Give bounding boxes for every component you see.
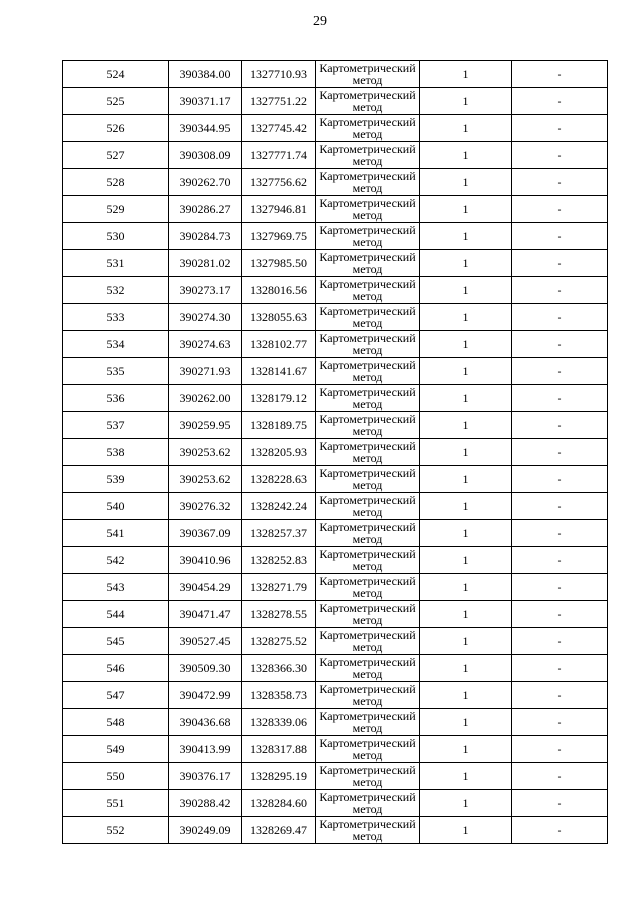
table-row	[63, 547, 608, 574]
accuracy-cell: 1	[420, 439, 512, 466]
accuracy-cell: 1	[420, 196, 512, 223]
method-cell	[316, 196, 420, 223]
y-coordinate-cell: 1328278.55	[242, 601, 316, 628]
method-cell	[316, 169, 420, 196]
method-cell	[316, 817, 420, 844]
point-number-cell: 552	[63, 817, 169, 844]
x-coordinate-cell: 390249.09	[169, 817, 242, 844]
point-number-cell: 546	[63, 655, 169, 682]
table-row	[63, 142, 608, 169]
table-row	[63, 250, 608, 277]
accuracy-cell: 1	[420, 115, 512, 142]
method-text: метод	[352, 775, 383, 789]
table-row	[63, 196, 608, 223]
x-coordinate-cell: 390527.45	[169, 628, 242, 655]
method-text: метод	[352, 478, 383, 492]
method-text: Картометрический	[319, 88, 416, 102]
method-cell	[316, 709, 420, 736]
table-row	[63, 115, 608, 142]
table-row	[63, 358, 608, 385]
method-cell	[316, 655, 420, 682]
method-cell	[316, 412, 420, 439]
x-coordinate-cell: 390344.95	[169, 115, 242, 142]
description-cell: -	[512, 493, 608, 520]
y-coordinate-cell: 1327771.74	[242, 142, 316, 169]
method-text: Картометрический	[319, 817, 416, 831]
table-row	[63, 493, 608, 520]
method-cell	[316, 520, 420, 547]
accuracy-cell: 1	[420, 736, 512, 763]
method-text: Картометрический	[319, 466, 416, 480]
y-coordinate-cell: 1327745.42	[242, 115, 316, 142]
y-coordinate-cell: 1328284.60	[242, 790, 316, 817]
accuracy-cell: 1	[420, 61, 512, 88]
method-cell	[316, 493, 420, 520]
table-row	[63, 439, 608, 466]
method-text: Картометрический	[319, 520, 416, 534]
description-cell: -	[512, 439, 608, 466]
accuracy-cell: 1	[420, 682, 512, 709]
table-row	[63, 277, 608, 304]
method-text: метод	[352, 586, 383, 600]
method-cell	[316, 574, 420, 601]
accuracy-cell: 1	[420, 304, 512, 331]
description-cell: -	[512, 520, 608, 547]
point-number-cell: 542	[63, 547, 169, 574]
method-text: метод	[352, 424, 383, 438]
point-number-cell: 532	[63, 277, 169, 304]
table-row	[63, 520, 608, 547]
method-text: Картометрический	[319, 385, 416, 399]
point-number-cell: 530	[63, 223, 169, 250]
point-number-cell: 529	[63, 196, 169, 223]
method-cell	[316, 304, 420, 331]
accuracy-cell: 1	[420, 223, 512, 250]
description-cell: -	[512, 655, 608, 682]
x-coordinate-cell: 390273.17	[169, 277, 242, 304]
y-coordinate-cell: 1328189.75	[242, 412, 316, 439]
table-row	[63, 736, 608, 763]
method-text: метод	[352, 343, 383, 357]
y-coordinate-cell: 1328179.12	[242, 385, 316, 412]
method-cell	[316, 331, 420, 358]
table-row	[63, 763, 608, 790]
method-cell	[316, 61, 420, 88]
method-text: метод	[352, 613, 383, 627]
x-coordinate-cell: 390367.09	[169, 520, 242, 547]
method-text: Картометрический	[319, 223, 416, 237]
y-coordinate-cell: 1328275.52	[242, 628, 316, 655]
accuracy-cell: 1	[420, 817, 512, 844]
method-cell	[316, 223, 420, 250]
accuracy-cell: 1	[420, 493, 512, 520]
y-coordinate-cell: 1328317.88	[242, 736, 316, 763]
method-text: Картометрический	[319, 763, 416, 777]
accuracy-cell: 1	[420, 763, 512, 790]
description-cell: -	[512, 115, 608, 142]
method-text: метод	[352, 694, 383, 708]
y-coordinate-cell: 1328102.77	[242, 331, 316, 358]
table-row	[63, 601, 608, 628]
method-text: Картометрический	[319, 196, 416, 210]
method-text: метод	[352, 289, 383, 303]
y-coordinate-cell: 1328269.47	[242, 817, 316, 844]
method-cell	[316, 547, 420, 574]
method-text: Картометрический	[319, 115, 416, 129]
method-text: Картометрический	[319, 709, 416, 723]
method-cell	[316, 682, 420, 709]
method-text: Картометрический	[319, 601, 416, 615]
y-coordinate-cell: 1327756.62	[242, 169, 316, 196]
method-cell	[316, 142, 420, 169]
method-cell	[316, 439, 420, 466]
y-coordinate-cell: 1327946.81	[242, 196, 316, 223]
table-body	[63, 61, 608, 844]
point-number-cell: 545	[63, 628, 169, 655]
point-number-cell: 525	[63, 88, 169, 115]
y-coordinate-cell: 1328055.63	[242, 304, 316, 331]
method-text: метод	[352, 451, 383, 465]
coordinates-table	[62, 60, 608, 844]
point-number-cell: 543	[63, 574, 169, 601]
method-text: метод	[352, 235, 383, 249]
y-coordinate-cell: 1327751.22	[242, 88, 316, 115]
description-cell: -	[512, 61, 608, 88]
point-number-cell: 539	[63, 466, 169, 493]
method-text: метод	[352, 208, 383, 222]
y-coordinate-cell: 1328141.67	[242, 358, 316, 385]
x-coordinate-cell: 390436.68	[169, 709, 242, 736]
point-number-cell: 541	[63, 520, 169, 547]
method-text: метод	[352, 100, 383, 114]
table-row	[63, 304, 608, 331]
accuracy-cell: 1	[420, 88, 512, 115]
table-row	[63, 412, 608, 439]
y-coordinate-cell: 1328228.63	[242, 466, 316, 493]
accuracy-cell: 1	[420, 574, 512, 601]
point-number-cell: 551	[63, 790, 169, 817]
accuracy-cell: 1	[420, 250, 512, 277]
point-number-cell: 533	[63, 304, 169, 331]
accuracy-cell: 1	[420, 790, 512, 817]
x-coordinate-cell: 390281.02	[169, 250, 242, 277]
y-coordinate-cell: 1328271.79	[242, 574, 316, 601]
table-row	[63, 628, 608, 655]
description-cell: -	[512, 358, 608, 385]
table-row	[63, 790, 608, 817]
method-cell	[316, 250, 420, 277]
accuracy-cell: 1	[420, 358, 512, 385]
method-text: Картометрический	[319, 628, 416, 642]
method-cell	[316, 790, 420, 817]
method-text: Картометрический	[319, 790, 416, 804]
method-text: Картометрический	[319, 277, 416, 291]
description-cell: -	[512, 169, 608, 196]
point-number-cell: 527	[63, 142, 169, 169]
page-number: 29	[313, 14, 327, 29]
method-cell	[316, 736, 420, 763]
table-row	[63, 223, 608, 250]
accuracy-cell: 1	[420, 466, 512, 493]
accuracy-cell: 1	[420, 142, 512, 169]
description-cell: -	[512, 709, 608, 736]
accuracy-cell: 1	[420, 412, 512, 439]
method-text: Картометрический	[319, 493, 416, 507]
description-cell: -	[512, 574, 608, 601]
method-text: Картометрический	[319, 412, 416, 426]
method-cell	[316, 601, 420, 628]
point-number-cell: 526	[63, 115, 169, 142]
description-cell: -	[512, 331, 608, 358]
accuracy-cell: 1	[420, 520, 512, 547]
y-coordinate-cell: 1327985.50	[242, 250, 316, 277]
x-coordinate-cell: 390509.30	[169, 655, 242, 682]
y-coordinate-cell: 1327969.75	[242, 223, 316, 250]
x-coordinate-cell: 390472.99	[169, 682, 242, 709]
y-coordinate-cell: 1328257.37	[242, 520, 316, 547]
method-text: Картометрический	[319, 304, 416, 318]
point-number-cell: 531	[63, 250, 169, 277]
method-text: Картометрический	[319, 169, 416, 183]
method-text: метод	[352, 640, 383, 654]
method-cell	[316, 763, 420, 790]
method-text: метод	[352, 559, 383, 573]
point-number-cell: 549	[63, 736, 169, 763]
method-text: метод	[352, 262, 383, 276]
method-text: метод	[352, 667, 383, 681]
x-coordinate-cell: 390410.96	[169, 547, 242, 574]
method-cell	[316, 628, 420, 655]
x-coordinate-cell: 390371.17	[169, 88, 242, 115]
x-coordinate-cell: 390413.99	[169, 736, 242, 763]
table-row	[63, 169, 608, 196]
method-text: Картометрический	[319, 142, 416, 156]
table-row	[63, 817, 608, 844]
description-cell: -	[512, 223, 608, 250]
description-cell: -	[512, 196, 608, 223]
description-cell: -	[512, 682, 608, 709]
description-cell: -	[512, 412, 608, 439]
point-number-cell: 538	[63, 439, 169, 466]
y-coordinate-cell: 1328366.30	[242, 655, 316, 682]
description-cell: -	[512, 250, 608, 277]
y-coordinate-cell: 1328295.19	[242, 763, 316, 790]
x-coordinate-cell: 390376.17	[169, 763, 242, 790]
x-coordinate-cell: 390274.30	[169, 304, 242, 331]
table-row	[63, 466, 608, 493]
y-coordinate-cell: 1328339.06	[242, 709, 316, 736]
accuracy-cell: 1	[420, 547, 512, 574]
method-text: метод	[352, 721, 383, 735]
method-text: метод	[352, 532, 383, 546]
method-cell	[316, 466, 420, 493]
method-text: Картометрический	[319, 439, 416, 453]
accuracy-cell: 1	[420, 655, 512, 682]
method-text: Картометрический	[319, 358, 416, 372]
accuracy-cell: 1	[420, 277, 512, 304]
description-cell: -	[512, 736, 608, 763]
description-cell: -	[512, 790, 608, 817]
x-coordinate-cell: 390262.70	[169, 169, 242, 196]
x-coordinate-cell: 390454.29	[169, 574, 242, 601]
point-number-cell: 536	[63, 385, 169, 412]
description-cell: -	[512, 88, 608, 115]
x-coordinate-cell: 390262.00	[169, 385, 242, 412]
point-number-cell: 547	[63, 682, 169, 709]
x-coordinate-cell: 390284.73	[169, 223, 242, 250]
y-coordinate-cell: 1328016.56	[242, 277, 316, 304]
accuracy-cell: 1	[420, 331, 512, 358]
description-cell: -	[512, 304, 608, 331]
table-row	[63, 331, 608, 358]
y-coordinate-cell: 1328242.24	[242, 493, 316, 520]
method-text: метод	[352, 181, 383, 195]
y-coordinate-cell: 1328252.83	[242, 547, 316, 574]
description-cell: -	[512, 547, 608, 574]
point-number-cell: 524	[63, 61, 169, 88]
method-text: Картометрический	[319, 547, 416, 561]
method-cell	[316, 385, 420, 412]
accuracy-cell: 1	[420, 169, 512, 196]
description-cell: -	[512, 628, 608, 655]
method-text: метод	[352, 748, 383, 762]
x-coordinate-cell: 390471.47	[169, 601, 242, 628]
point-number-cell: 535	[63, 358, 169, 385]
x-coordinate-cell: 390276.32	[169, 493, 242, 520]
table-row	[63, 385, 608, 412]
method-text: Картометрический	[319, 736, 416, 750]
y-coordinate-cell: 1328358.73	[242, 682, 316, 709]
accuracy-cell: 1	[420, 709, 512, 736]
accuracy-cell: 1	[420, 628, 512, 655]
table-row	[63, 574, 608, 601]
method-text: метод	[352, 397, 383, 411]
method-text: метод	[352, 829, 383, 843]
point-number-cell: 534	[63, 331, 169, 358]
point-number-cell: 537	[63, 412, 169, 439]
method-text: Картометрический	[319, 655, 416, 669]
method-text: метод	[352, 154, 383, 168]
x-coordinate-cell: 390288.42	[169, 790, 242, 817]
description-cell: -	[512, 763, 608, 790]
method-text: метод	[352, 505, 383, 519]
method-text: метод	[352, 802, 383, 816]
method-text: метод	[352, 73, 383, 87]
y-coordinate-cell: 1327710.93	[242, 61, 316, 88]
method-text: метод	[352, 127, 383, 141]
method-text: Картометрический	[319, 574, 416, 588]
point-number-cell: 550	[63, 763, 169, 790]
point-number-cell: 540	[63, 493, 169, 520]
method-cell	[316, 358, 420, 385]
method-text: Картометрический	[319, 250, 416, 264]
accuracy-cell: 1	[420, 601, 512, 628]
table-row	[63, 682, 608, 709]
description-cell: -	[512, 817, 608, 844]
method-text: метод	[352, 370, 383, 384]
table-row	[63, 655, 608, 682]
y-coordinate-cell: 1328205.93	[242, 439, 316, 466]
description-cell: -	[512, 466, 608, 493]
method-text: метод	[352, 316, 383, 330]
description-cell: -	[512, 142, 608, 169]
point-number-cell: 548	[63, 709, 169, 736]
table-row	[63, 88, 608, 115]
method-cell	[316, 88, 420, 115]
accuracy-cell: 1	[420, 385, 512, 412]
table-row	[63, 61, 608, 88]
x-coordinate-cell: 390259.95	[169, 412, 242, 439]
x-coordinate-cell: 390274.63	[169, 331, 242, 358]
description-cell: -	[512, 601, 608, 628]
description-cell: -	[512, 385, 608, 412]
description-cell: -	[512, 277, 608, 304]
point-number-cell: 528	[63, 169, 169, 196]
method-text: Картометрический	[319, 331, 416, 345]
method-cell	[316, 115, 420, 142]
method-text: Картометрический	[319, 682, 416, 696]
x-coordinate-cell: 390253.62	[169, 439, 242, 466]
x-coordinate-cell: 390384.00	[169, 61, 242, 88]
method-cell	[316, 277, 420, 304]
x-coordinate-cell: 390308.09	[169, 142, 242, 169]
point-number-cell: 544	[63, 601, 169, 628]
method-text: Картометрический	[319, 61, 416, 75]
x-coordinate-cell: 390286.27	[169, 196, 242, 223]
x-coordinate-cell: 390271.93	[169, 358, 242, 385]
table-row	[63, 709, 608, 736]
x-coordinate-cell: 390253.62	[169, 466, 242, 493]
